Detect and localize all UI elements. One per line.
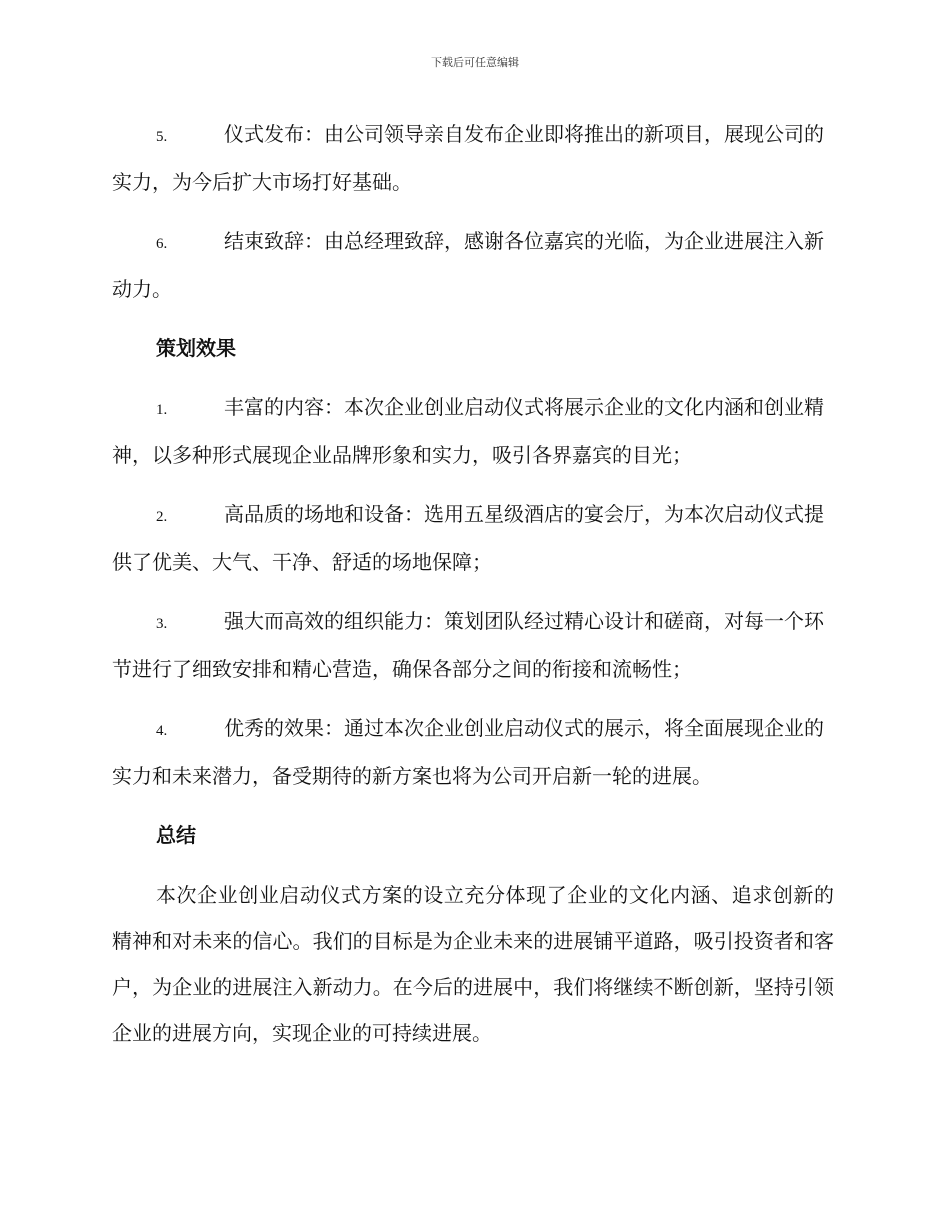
list-item-number: 6. bbox=[156, 236, 168, 252]
list-item-effect-3 bbox=[112, 599, 834, 692]
list-item-number: 5. bbox=[156, 129, 168, 145]
section-heading-effects: 策划效果 bbox=[156, 336, 236, 360]
list-item-number: 1. bbox=[156, 402, 168, 418]
list-item-text: 仪式发布：由公司领导亲自发布企业即将推出的新项目，展现公司的实力，为今后扩大市场打好基础。 bbox=[112, 122, 824, 194]
list-item-text: 优秀的效果：通过本次企业创业启动仪式的展示，将全面展现企业的实力和未来潜力，备受期待的新方案也将为公司开启新一轮的进展。 bbox=[112, 716, 824, 788]
list-item-program-5 bbox=[112, 112, 834, 205]
list-item-number: 4. bbox=[156, 723, 168, 739]
list-item-effect-1 bbox=[112, 385, 834, 478]
list-item-text: 结束致辞：由总经理致辞，感谢各位嘉宾的光临，为企业进展注入新动力。 bbox=[112, 229, 824, 301]
summary-paragraph: 本次企业创业启动仪式方案的设立充分体现了企业的文化内涵、追求创新的精神和对未来的信心。我们的目标是为企业未来的进展铺平道路，吸引投资者和客户，为企业的进展注入新动力。在今后的进展中，我们将继续不断创新，坚持引领企业的进展方向，实现企业的可持续进展。 bbox=[112, 883, 834, 1045]
list-item-program-6 bbox=[112, 219, 834, 312]
document-body bbox=[112, 112, 834, 1056]
list-item-effect-2 bbox=[112, 492, 834, 585]
section-heading-summary: 总结 bbox=[156, 823, 196, 847]
list-item-effect-4 bbox=[112, 706, 834, 799]
list-item-text: 高品质的场地和设备：选用五星级酒店的宴会厅，为本次启动仪式提供了优美、大气、干净、舒适的场地保障； bbox=[112, 502, 824, 574]
list-item-text: 强大而高效的组织能力：策划团队经过精心设计和磋商，对每一个环节进行了细致安排和精心营造，确保各部分之间的衔接和流畅性； bbox=[112, 609, 824, 681]
list-item-number: 2. bbox=[156, 509, 168, 525]
list-item-text: 丰富的内容：本次企业创业启动仪式将展示企业的文化内涵和创业精神，以多种形式展现企业品牌形象和实力，吸引各界嘉宾的目光； bbox=[112, 395, 824, 467]
list-item-number: 3. bbox=[156, 616, 168, 632]
page-header-note: 下载后可任意编辑 bbox=[431, 56, 519, 69]
